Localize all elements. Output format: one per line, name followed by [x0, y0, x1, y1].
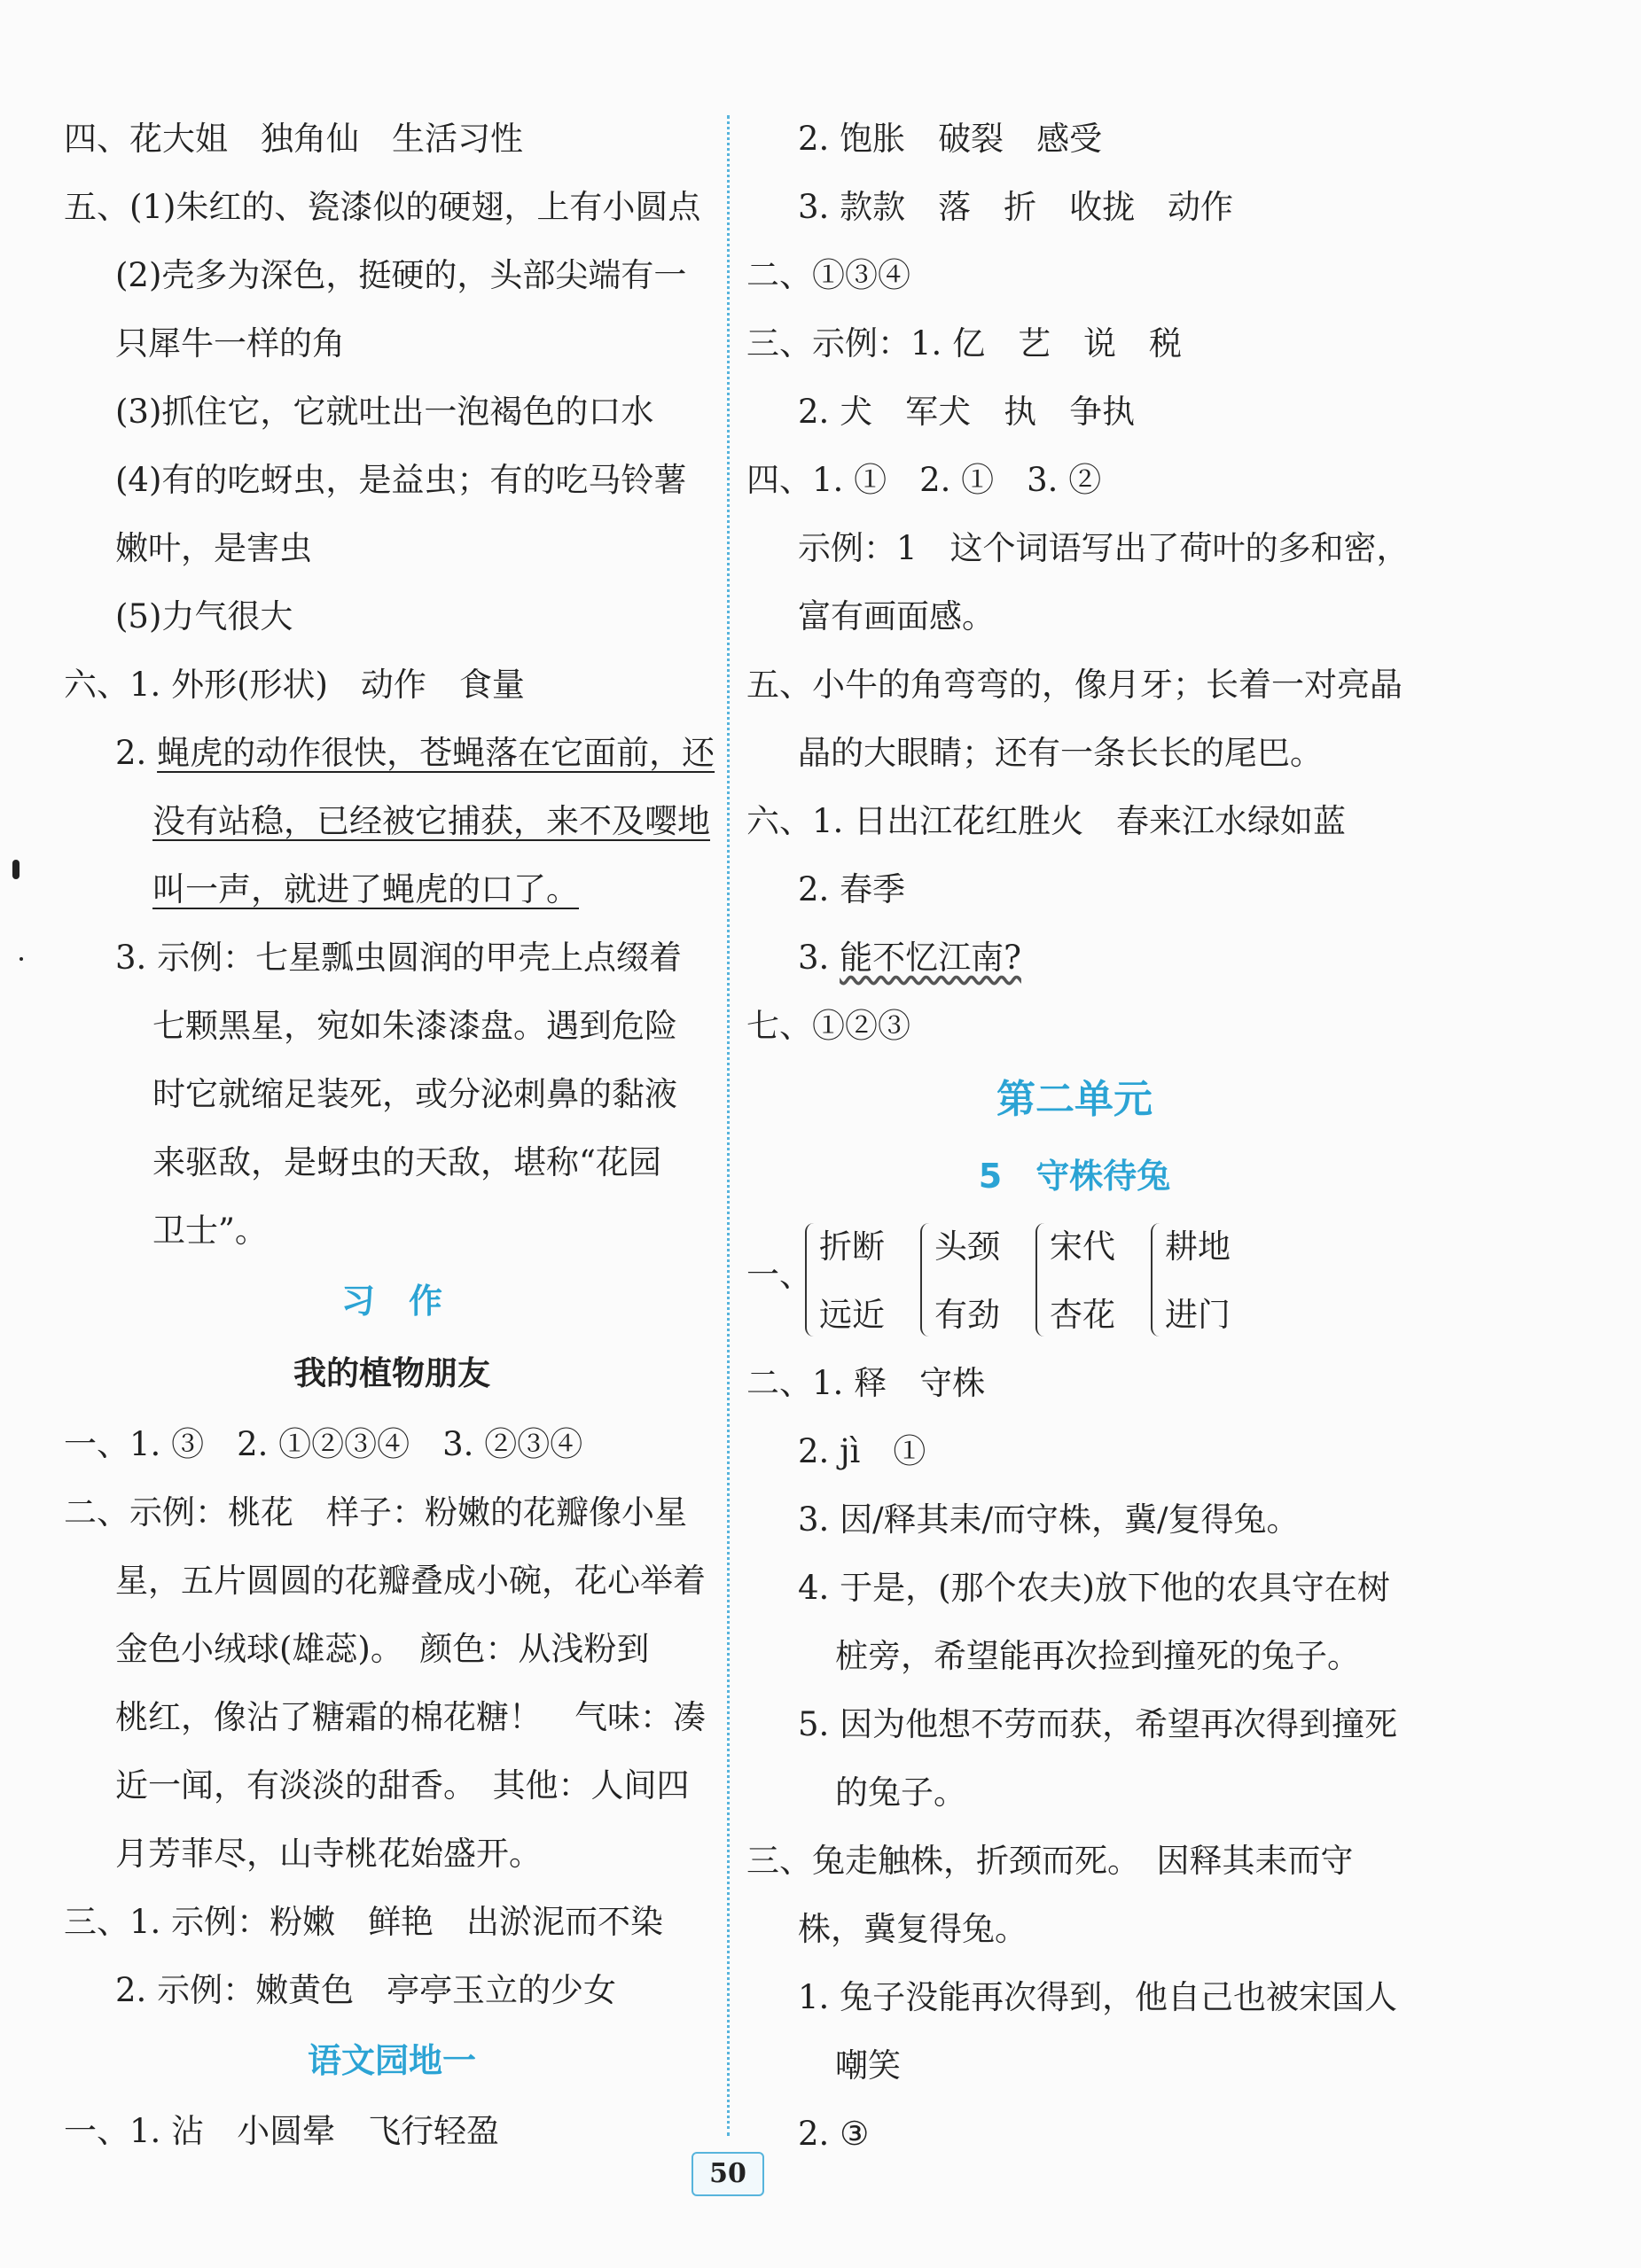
answer-line [64, 378, 720, 446]
answer-text: (4)有的吃蚜虫，是益虫；有的吃马铃薯 [115, 461, 687, 499]
answer-line [746, 378, 1403, 446]
answer-line [746, 787, 1403, 855]
answer-text: 二、示例：桃花 样子：粉嫩的花瓣像小星 [64, 1493, 687, 1531]
answer-line [746, 1349, 1403, 1417]
answer-line [64, 582, 720, 651]
answer-line [64, 992, 720, 1060]
answer-text: 一、1. 沾 小圆晕 飞行轻盈 [64, 2112, 500, 2150]
answer-line [64, 1888, 720, 1956]
word: 头颈 [934, 1228, 1000, 1266]
answer-text: 三、兔走触株，折颈而死。 因释其耒而守 [746, 1842, 1354, 1880]
answer-line [746, 924, 1403, 992]
scan-mark [12, 860, 20, 879]
answer-text: 四、1. ① 2. ① 3. ② [746, 461, 1102, 499]
answer-line [64, 446, 720, 514]
answer-line [64, 2097, 720, 2165]
answer-line [64, 1615, 720, 1683]
answer-line [746, 1963, 1403, 2031]
left-column [64, 105, 720, 2165]
answer-text: 六、1. 日出江花红胜火 春来江水绿如蓝 [746, 802, 1347, 840]
answer-text: 3. 款款 落 折 收拢 动作 [798, 188, 1234, 226]
answer-line [746, 1417, 1403, 1485]
answer-text: 星，五片圆圆的花瓣叠成小碗，花心举着 [115, 1562, 706, 1600]
answer-text: 嘲笑 [835, 2046, 901, 2085]
question-number: 一、 [746, 1256, 812, 1294]
word: 折断 [819, 1228, 885, 1266]
right-column [746, 105, 1410, 2168]
answer-line [64, 1820, 720, 1888]
answer-text: 5. 因为他想不劳而获，希望再次得到撞死 [798, 1705, 1398, 1743]
answer-line [746, 855, 1403, 924]
answer-text: (2)壳多为深色，挺硬的，头部尖端有一 [115, 256, 687, 294]
answer-text: 蝇虎的动作很快，苍蝇落在它面前，还 [157, 734, 715, 772]
answer-line [746, 1690, 1403, 1758]
answer-text: 五、小牛的角弯弯的，像月牙；长着一对亮晶 [746, 666, 1403, 704]
answer-text: 七颗黑星，宛如朱漆漆盘。遇到危险 [152, 1007, 677, 1045]
answer-text: 五、(1)朱红的、瓷漆似的硬翅，上有小圆点 [64, 188, 701, 226]
word: 耕地 [1165, 1228, 1231, 1266]
answer-line [64, 1128, 720, 1196]
word: 有劲 [934, 1296, 1000, 1334]
answer-line [746, 2031, 1403, 2100]
answer-text: 三、1. 示例：粉嫩 鲜艳 出淤泥而不染 [64, 1903, 664, 1941]
answer-text: 三、示例：1. 亿 艺 说 税 [746, 324, 1183, 362]
answer-line [64, 1547, 720, 1615]
answer-line [64, 1956, 720, 2024]
word: 杏花 [1050, 1296, 1115, 1334]
answer-text: 株，冀复得兔。 [798, 1910, 1028, 1948]
answer-text: 二、1. 释 守株 [746, 1364, 986, 1402]
answer-line [64, 1478, 720, 1547]
answer-line [64, 651, 720, 719]
brace-icon [1035, 1223, 1046, 1337]
answer-text: 1. 兔子没能再次得到，他自己也被宋国人 [798, 1978, 1398, 2016]
answer-text: 晶的大眼睛；还有一条长长的尾巴。 [798, 734, 1323, 772]
answer-prefix: 2. [115, 734, 158, 772]
word: 宋代 [1050, 1228, 1115, 1266]
answer-text: 金色小绒球(雄蕊)。 颜色：从浅粉到 [115, 1630, 650, 1668]
answer-text: 卫士”。 [152, 1212, 268, 1250]
answer-text: 近一闻，有淡淡的甜香。 其他：人间四 [115, 1766, 690, 1804]
answer-text: 桩旁，希望能再次捡到撞死的兔子。 [835, 1637, 1360, 1675]
answer-line [746, 309, 1403, 378]
answer-line [64, 1060, 720, 1128]
answer-line [746, 992, 1403, 1060]
answer-text: 来驱敌，是蚜虫的天敌，堪称“花园 [152, 1143, 661, 1181]
answer-line [746, 105, 1403, 173]
answer-line [64, 924, 720, 992]
answer-text: (3)抓住它，它就吐出一泡褐色的口水 [115, 393, 654, 431]
column-divider [727, 115, 730, 2136]
answer-line [746, 2100, 1403, 2168]
answer-text: 时它就缩足装死，或分泌刺鼻的黏液 [152, 1075, 677, 1113]
answer-text: 叫一声，就进了蝇虎的口了。 [152, 870, 579, 908]
scan-dot [20, 957, 23, 961]
answer-text: 2. 示例：嫩黄色 亭亭玉立的少女 [115, 1971, 617, 2009]
answer-text: 的兔子。 [835, 1773, 966, 1812]
answer-line [746, 514, 1410, 582]
answer-text: 2. ③ [798, 2115, 870, 2153]
answer-line [64, 105, 720, 173]
answer-line [64, 1751, 720, 1820]
answer-text: 没有站稳，已经被它捕获，来不及嘤地 [152, 802, 710, 840]
answer-line [746, 719, 1403, 787]
answer-text: 四、花大姐 独角仙 生活习性 [64, 120, 523, 158]
answer-text: (5)力气很大 [115, 597, 293, 635]
answer-line [746, 1758, 1403, 1827]
answer-text: 2. 春季 [798, 870, 906, 908]
section-heading: 5 守株待兔 [978, 1157, 1171, 1196]
answer-line [64, 1196, 720, 1265]
answer-line [64, 173, 720, 241]
answer-text: 只犀牛一样的角 [115, 324, 345, 362]
brace-icon [920, 1223, 931, 1337]
answer-line [746, 1622, 1403, 1690]
answer-text: 示例：1 这个词语写出了荷叶的多和密， [798, 529, 1410, 567]
answer-line [746, 1485, 1403, 1554]
answer-prefix: 3. [798, 939, 840, 977]
answer-text: 3. 因/释其耒/而守株，冀/复得兔。 [798, 1500, 1300, 1539]
answer-text: 3. 示例：七星瓢虫圆润的甲壳上点缀着 [115, 939, 683, 977]
section-heading: 我的植物朋友 [293, 1354, 490, 1392]
answer-line [746, 1554, 1403, 1622]
brace-icon [805, 1223, 816, 1337]
section-heading: 习 作 [340, 1282, 442, 1321]
answer-text: 六、1. 外形(形状) 动作 食量 [64, 666, 525, 704]
answer-line [64, 514, 720, 582]
answer-text: 嫩叶，是害虫 [115, 529, 312, 567]
answer-text: 月芳菲尽，山寺桃花始盛开。 [115, 1835, 542, 1873]
word: 远近 [819, 1296, 885, 1334]
answer-line [64, 787, 720, 855]
answer-line [746, 651, 1403, 719]
page-number: 50 [692, 2152, 764, 2196]
answer-line [746, 173, 1403, 241]
answer-line [64, 309, 720, 378]
answer-text: 一、1. ③ 2. ①②③④ 3. ②③④ [64, 1425, 583, 1463]
bracket-answer-row [746, 1212, 1403, 1349]
answer-text: 能不忆江南? [840, 939, 1021, 977]
answer-line [64, 719, 720, 787]
answer-line [64, 1683, 720, 1751]
answer-text: 富有画面感。 [798, 597, 995, 635]
answer-text: 二、①③④ [746, 256, 910, 294]
answer-line [746, 446, 1403, 514]
answer-line [64, 241, 720, 309]
answer-text: 桃红，像沾了糖霜的棉花糖！ 气味：凑 [115, 1698, 706, 1736]
answer-line [746, 1827, 1403, 1895]
brace-icon [1151, 1223, 1161, 1337]
answer-line [64, 855, 720, 924]
answer-text: 七、①②③ [746, 1007, 910, 1045]
answer-line [64, 1410, 720, 1478]
answer-text: 4. 于是，(那个农夫)放下他的农具守在树 [798, 1569, 1390, 1607]
word: 进门 [1165, 1296, 1231, 1334]
answer-line [746, 582, 1403, 651]
answer-line [746, 241, 1403, 309]
section-heading: 第二单元 [996, 1077, 1153, 1122]
answer-line [746, 1895, 1403, 1963]
answer-text: 2. 犬 军犬 执 争执 [798, 393, 1136, 431]
answer-text: 2. 饱胀 破裂 感受 [798, 120, 1103, 158]
section-heading: 语文园地一 [307, 2041, 476, 2080]
answer-text: 2. jì ① [798, 1432, 926, 1470]
